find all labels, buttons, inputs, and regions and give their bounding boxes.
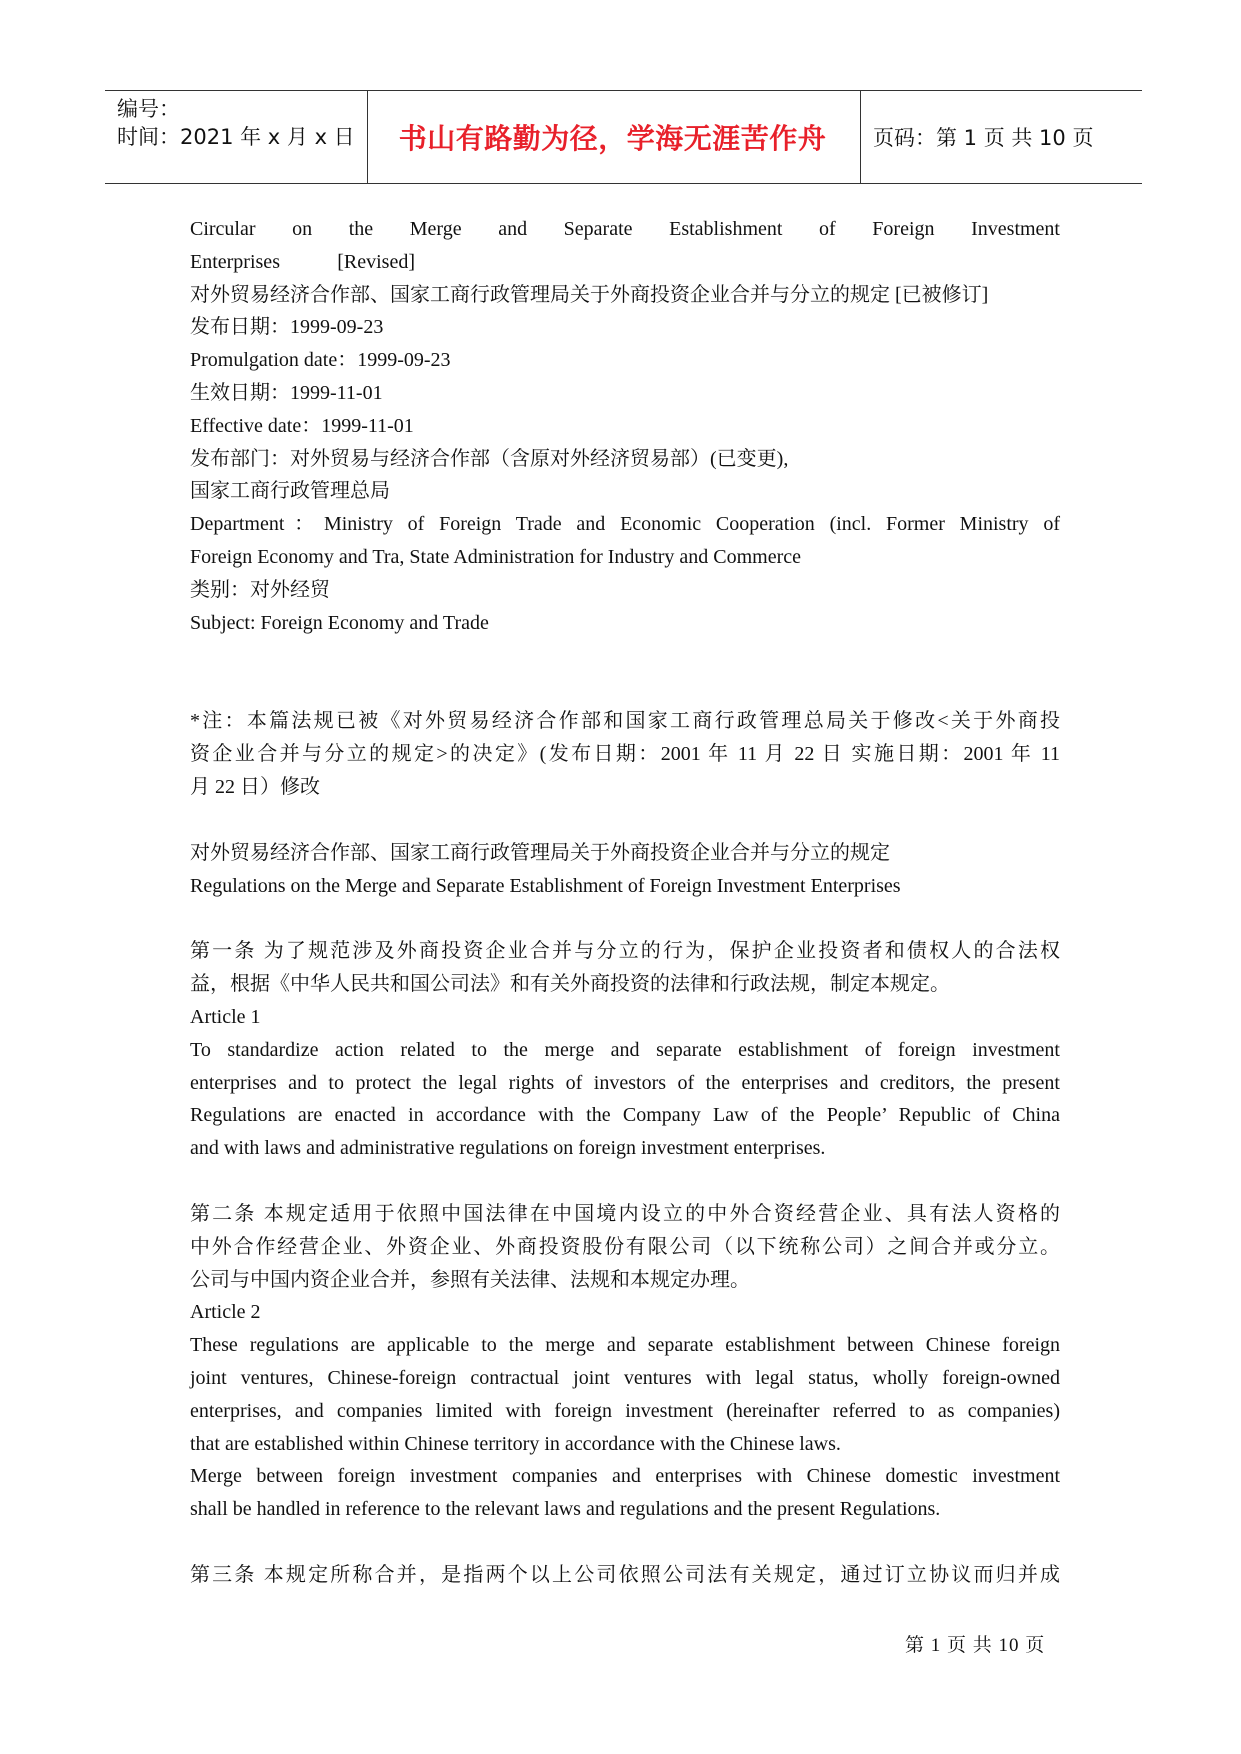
article3-cn-line1: 第三条 本规定所称合并，是指两个以上公司依照公司法有关规定，通过订立协议而归并成 <box>190 1563 1060 1586</box>
time-label: 时间：2021 年 x 月 x 日 <box>117 125 355 149</box>
header-divider-right <box>860 91 861 183</box>
dept-cn-line2: 国家工商行政管理总局 <box>190 480 390 503</box>
header-divider-left <box>367 91 368 183</box>
note-line2: 资企业合并与分立的规定>的决定》(发布日期：2001 年 11 月 22 日 实施日期：2001 年 11 <box>190 743 1060 766</box>
article2-cn-line3: 公司与中国内资企业合并，参照有关法律、法规和本规定办理。 <box>190 1268 750 1291</box>
article2-heading: Article 2 <box>190 1301 261 1324</box>
dept-en-line1: Department：Ministry of Foreign Trade and Economic Cooperation (incl. Former Ministry of <box>190 513 1060 536</box>
article1-cn-line1: 第一条 为了规范涉及外商投资企业合并与分立的行为，保护企业投资者和债权人的合法权 <box>190 940 1060 963</box>
article2-cn-line1: 第二条 本规定适用于依照中国法律在中国境内设立的中外合资经营企业、具有法人资格的 <box>190 1202 1060 1225</box>
article1-en-line4: and with laws and administrative regulations on foreign investment enterprises. <box>190 1137 826 1160</box>
page-footer: 第 1 页 共 10 页 <box>905 1635 1046 1656</box>
spacer <box>190 1165 1060 1198</box>
header-meta <box>117 95 355 151</box>
reg-title-cn: 对外贸易经济合作部、国家工商行政管理局关于外商投资企业合并与分立的规定 <box>190 841 890 864</box>
article1-en-line1: To standardize action related to the merge and separate establishment of foreign investment <box>190 1038 1060 1061</box>
dept-cn-line1: 发布部门：对外贸易与经济合作部（含原对外经济贸易部）(已变更), <box>190 447 789 470</box>
article1-en-line3: Regulations are enacted in accordance with the Company Law of the People’ Republic of China <box>190 1104 1060 1127</box>
page-header <box>105 90 1142 184</box>
title-en-line1: Circular on the Merge and Separate Establishment of Foreign Investment <box>190 218 1060 240</box>
subject-en: Subject: Foreign Economy and Trade <box>190 611 489 634</box>
article2-en-line6: shall be handled in reference to the relevant laws and regulations and the present Regulations. <box>190 1498 941 1521</box>
spacer <box>190 902 1060 935</box>
effective-cn: 生效日期：1999-11-01 <box>190 381 383 404</box>
spacer <box>190 639 1060 705</box>
document-body <box>190 213 1060 1592</box>
spacer <box>190 804 1060 837</box>
subject-cn: 类别：对外经贸 <box>190 578 330 601</box>
title-en-line2: Enterprises [Revised] <box>190 250 415 273</box>
promulgation-cn: 发布日期：1999-09-23 <box>190 316 384 339</box>
promulgation-en: Promulgation date：1999-09-23 <box>190 349 451 372</box>
reg-title-en: Regulations on the Merge and Separate Establishment of Foreign Investment Enterprises <box>190 874 901 897</box>
article2-cn-line2: 中外合作经营企业、外资企业、外商投资股份有限公司（以下统称公司）之间合并或分立。 <box>190 1235 1060 1258</box>
article2-en-line5: Merge between foreign investment companies and enterprises with Chinese domestic investment <box>190 1465 1060 1488</box>
article1-heading: Article 1 <box>190 1005 261 1028</box>
spacer <box>190 1526 1060 1559</box>
article1-cn-line2: 益，根据《中华人民共和国公司法》和有关外商投资的法律和行政法规，制定本规定。 <box>190 973 950 996</box>
effective-en: Effective date：1999-11-01 <box>190 414 414 437</box>
article1-en-line2: enterprises and to protect the legal rights of investors of the enterprises and creditors, the present <box>190 1071 1060 1094</box>
header-page-label: 页码：第 1 页 共 10 页 <box>873 126 1094 150</box>
note-line1: *注：本篇法规已被《对外贸易经济合作部和国家工商行政管理总局关于修改<关于外商投 <box>190 710 1060 733</box>
article2-en-line2: joint ventures, Chinese-foreign contractual joint ventures with legal status, wholly foreign-owned <box>190 1366 1060 1389</box>
article2-en-line3: enterprises, and companies limited with foreign investment (hereinafter referred to as companies) <box>190 1399 1060 1422</box>
article2-en-line1: These regulations are applicable to the merge and separate establishment between Chinese foreign <box>190 1334 1060 1357</box>
title-cn: 对外贸易经济合作部、国家工商行政管理局关于外商投资企业合并与分立的规定 [已被修订] <box>190 283 989 306</box>
dept-en-line2: Foreign Economy and Tra, State Administration for Industry and Commerce <box>190 545 802 568</box>
header-motto: 书山有路勤为径，学海无涯苦作舟 <box>398 122 827 155</box>
note-line3: 月 22 日）修改 <box>190 775 320 798</box>
serial-label: 编号： <box>117 97 180 121</box>
article2-en-line4: that are established within Chinese territory in accordance with the Chinese laws. <box>190 1432 841 1455</box>
